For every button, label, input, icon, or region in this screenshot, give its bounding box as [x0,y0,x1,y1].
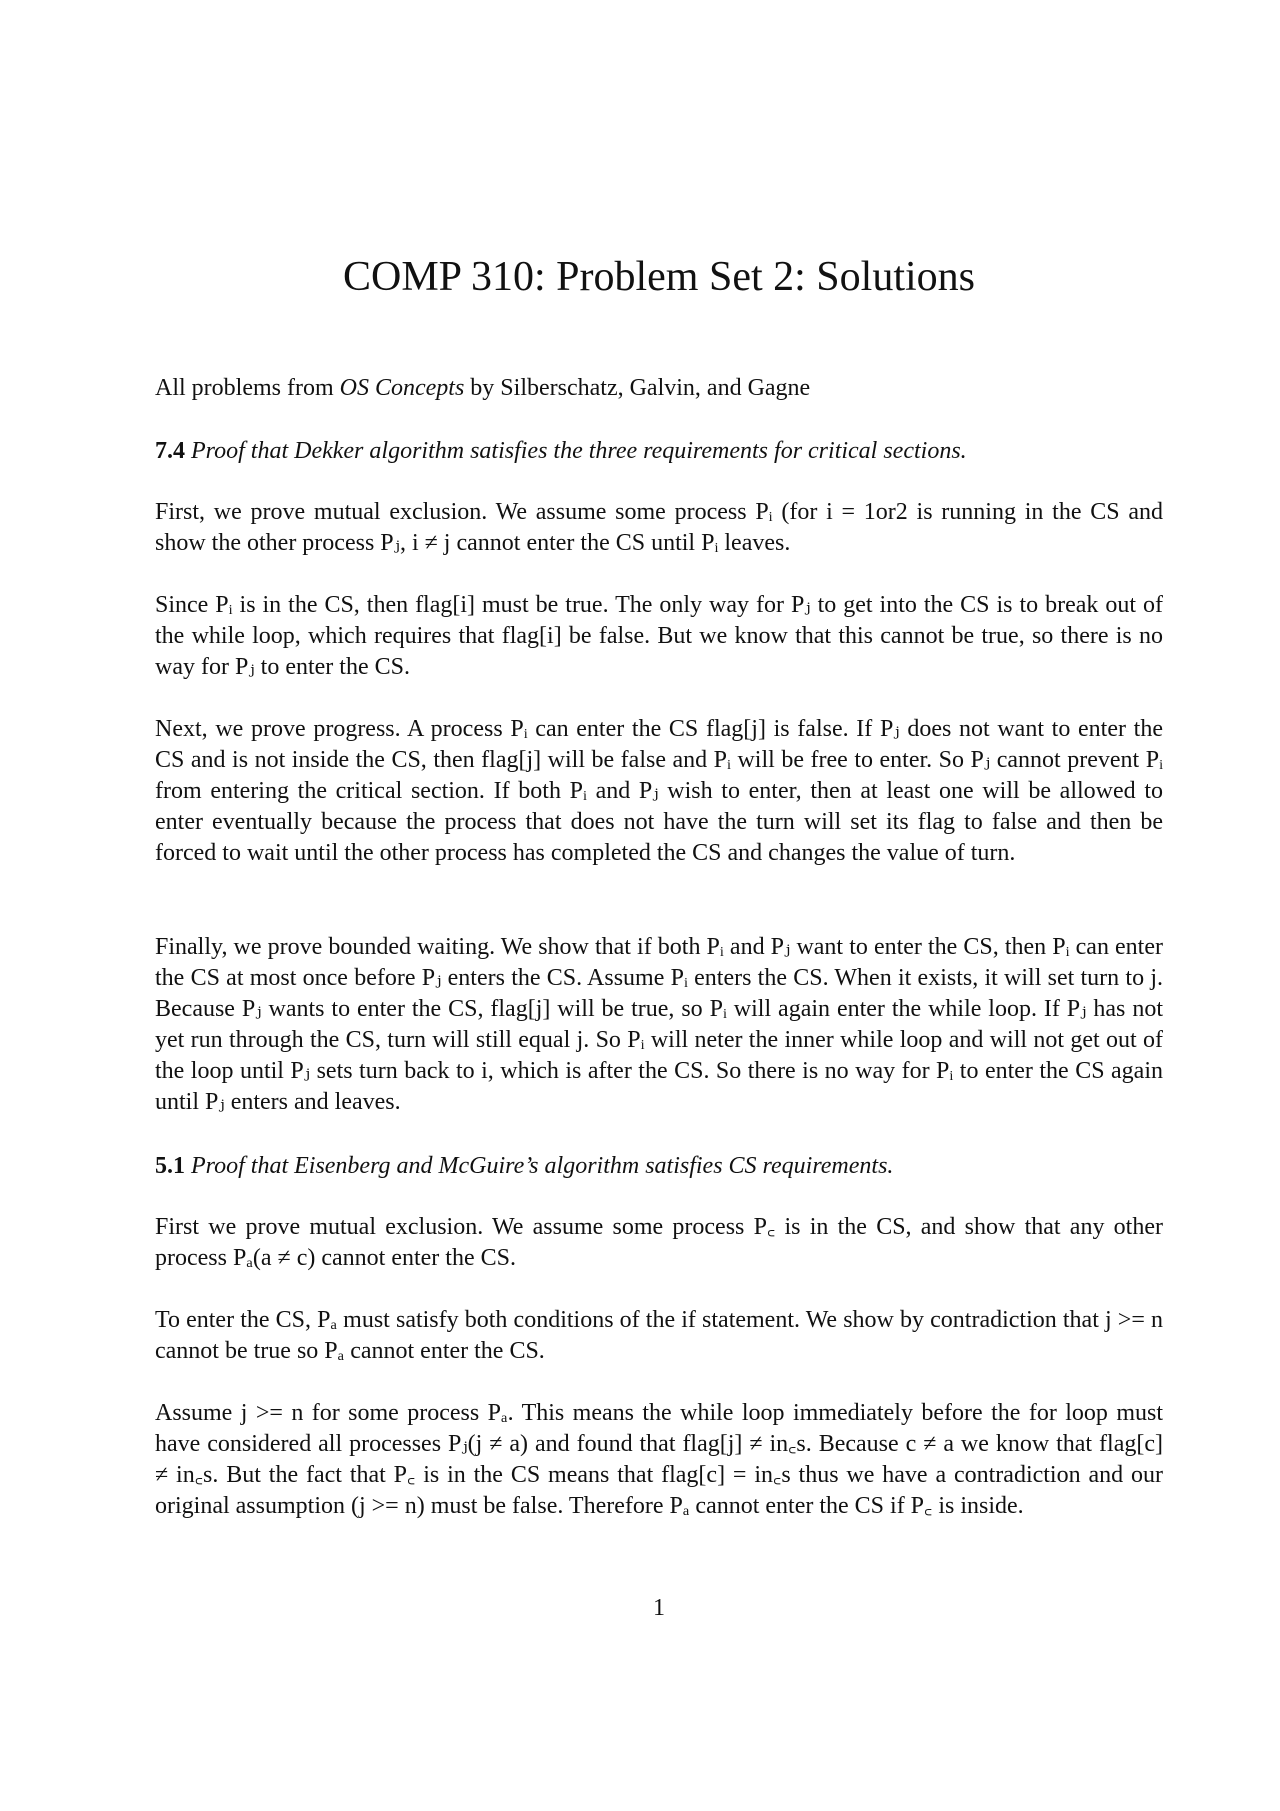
paragraph: Since Pᵢ is in the CS, then flag[i] must be true. The only way for Pⱼ to get into the CS is to break out of the while loop, which requires that flag[i] be false. But we know that this cannot be true, so there is no way for Pⱼ to enter the CS. [155,592,1163,680]
intro-after: by Silberschatz, Galvin, and Gagne [464,375,811,401]
intro-before: All problems from [155,375,340,401]
paragraph: Next, we prove progress. A process Pᵢ can enter the CS flag[j] is false. If Pⱼ does not want to enter the CS and is not inside the CS, then flag[j] will be false and Pᵢ will be free to enter. So Pⱼ cannot prevent Pᵢ from entering the critical section. If both Pᵢ and Pⱼ wish to enter, then at least one will be allowed to enter eventually because the process that does not have the turn will set its flag to false and then be forced to wait until the other process has completed the CS and changes the value of turn. [155,716,1163,866]
paragraph: Assume j >= n for some process Pₐ. This means the while loop immediately before the for loop must have considered all processes Pⱼ(j ≠ a) and found that flag[j] ≠ in꜀s. Because c ≠ a we know that flag[c] ≠ in꜀s. But the fact that P꜀ is in the CS means that flag[c] = in꜀s thus we have a contradiction and our original assumption (j >= n) must be false. Therefore Pₐ cannot enter the CS if P꜀ is inside. [155,1400,1163,1519]
intro-line [155,373,1163,404]
section-heading [155,1151,1163,1182]
paragraph: To enter the CS, Pₐ must satisfy both conditions of the if statement. We show by contradiction that j >= n cannot be true so Pₐ cannot enter the CS. [155,1307,1163,1364]
paragraph: First, we prove mutual exclusion. We assume some process Pᵢ (for i = 1or2 is running in the CS and show the other process Pⱼ, i ≠ j cannot enter the CS until Pᵢ leaves. [155,499,1163,556]
paragraph: Finally, we prove bounded waiting. We show that if both Pᵢ and Pⱼ want to enter the CS, then Pᵢ can enter the CS at most once before Pⱼ enters the CS. Assume Pᵢ enters the CS. When it exists, it will set turn to j. Because Pⱼ wants to enter the CS, flag[j] will be true, so Pᵢ will again enter the while loop. If Pⱼ has not yet run through the CS, turn will still equal j. So Pᵢ will neter the inner while loop and will not get out of the loop until Pⱼ sets turn back to i, which is after the CS. So there is no way for Pᵢ to enter the CS again until Pⱼ enters and leaves. [155,934,1163,1115]
section-number: 7.4 [155,438,185,464]
book-title: OS Concepts [339,375,465,401]
paragraph: First we prove mutual exclusion. We assume some process P꜀ is in the CS, and show that any other process Pₐ(a ≠ c) cannot enter the CS. [155,1214,1163,1271]
page-number: 1 [653,1595,665,1621]
section-title: Proof that Eisenberg and McGuire’s algorithm satisfies CS requirements. [191,1153,894,1179]
section-number: 5.1 [155,1153,185,1179]
document-title: COMP 310: Problem Set 2: Solutions [342,254,976,300]
section-title: Proof that Dekker algorithm satisfies the three requirements for critical sections. [191,438,967,464]
section-heading [155,436,1163,467]
